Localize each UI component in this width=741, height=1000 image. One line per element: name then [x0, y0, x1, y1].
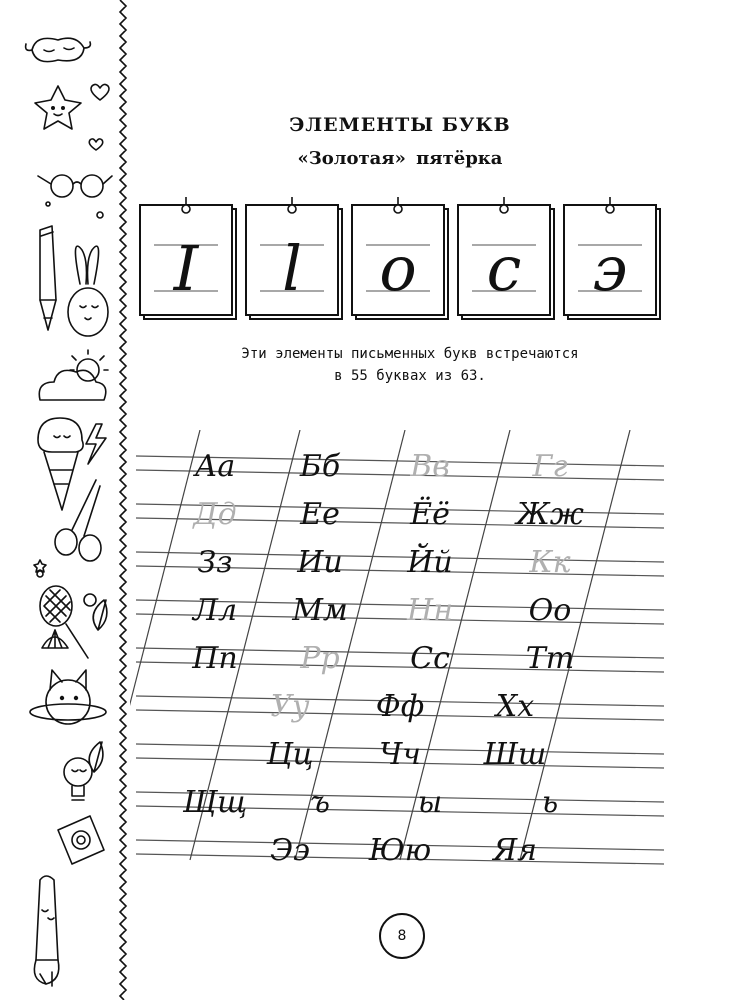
pin-icon [394, 205, 402, 213]
element-glyph: l [282, 232, 302, 305]
letter-pair: Аа [194, 449, 236, 484]
letter-pair: Рр [300, 641, 340, 676]
letter-pair: Цц [266, 737, 314, 772]
element-card-2 [246, 197, 342, 319]
letter-pair: Тт [525, 641, 575, 676]
alphabet-grid [130, 430, 670, 870]
zigzag-border [120, 0, 126, 1000]
letter-pair: Ее [300, 497, 340, 532]
letter-pair: Мм [292, 593, 348, 628]
letter-pair: Оо [528, 593, 572, 628]
element-cards [130, 195, 670, 325]
element-card-5 [564, 197, 660, 319]
letter-pair: Юю [368, 833, 432, 868]
pin-icon [288, 205, 296, 213]
element-card-3 [352, 197, 448, 319]
lightning-icon [86, 424, 106, 464]
element-glyph: o [379, 232, 417, 305]
letter-pair: Ии [297, 545, 343, 580]
star-icon [35, 86, 81, 129]
letter-pair: ы [417, 785, 443, 820]
bunny-icon [68, 246, 108, 336]
letter-pair: Йй [407, 545, 453, 580]
ice-cream-icon [38, 418, 83, 510]
leaf-icon [89, 600, 107, 772]
letter-pair: Шш [483, 737, 547, 772]
note-line-1: Эти элементы письменных букв встречаются [241, 346, 579, 362]
letter-pair: Уу [270, 689, 310, 724]
letter-pair: Вв [410, 449, 450, 484]
element-glyph: I [173, 232, 199, 305]
note-line-2: в 55 буквах из 63. [334, 368, 486, 384]
brush-icon [34, 876, 58, 986]
letter-pair: Ээ [270, 833, 310, 868]
sun-cloud-icon [39, 350, 108, 400]
letter-pair: ъ [310, 785, 330, 820]
letter-pair: Зз [197, 545, 233, 580]
element-card-4 [458, 197, 554, 319]
light-bulb-icon [64, 758, 92, 800]
page-subtitle: «Золотая» пятёрка [297, 148, 503, 169]
element-glyph: c [486, 232, 522, 305]
letter-pair: Хх [495, 689, 535, 724]
element-glyph: э [592, 232, 628, 305]
letter-pair: Чч [379, 737, 421, 772]
cat-planet-icon [30, 670, 106, 724]
letter-pair: Гг [532, 449, 568, 484]
doodle-border [0, 0, 130, 1000]
letter-pair: Кк [529, 545, 571, 580]
explanatory-note [160, 343, 660, 387]
hearts-icon [89, 84, 109, 150]
letter-pair: ь [541, 785, 559, 820]
letter-pair: Яя [492, 833, 538, 868]
pencil-icon [40, 226, 56, 330]
letter-pair: Бб [299, 449, 341, 484]
letter-pair: Жж [516, 497, 584, 532]
letter-pair: Ёё [410, 497, 450, 532]
letter-pair: Нн [407, 593, 453, 628]
pin-icon [606, 205, 614, 213]
letter-pair: Щщ [182, 785, 248, 820]
letter-pair: Пп [192, 641, 238, 676]
letter-pair: Лл [192, 593, 238, 628]
page-number: 8 [379, 913, 425, 959]
letter-pair: Дд [193, 497, 237, 532]
element-card-1 [140, 197, 236, 319]
pin-icon [500, 205, 508, 213]
page-title: ЭЛЕМЕНТЫ БУКВ [289, 114, 511, 136]
camera-icon [58, 816, 104, 864]
scissors-icon [34, 480, 101, 577]
pin-icon [182, 205, 190, 213]
letter-pair: Фф [375, 689, 425, 724]
glasses-icon [38, 175, 112, 218]
letter-pair: Сс [410, 641, 450, 676]
sleep-mask-icon [26, 38, 91, 61]
shell-icon [42, 630, 68, 648]
